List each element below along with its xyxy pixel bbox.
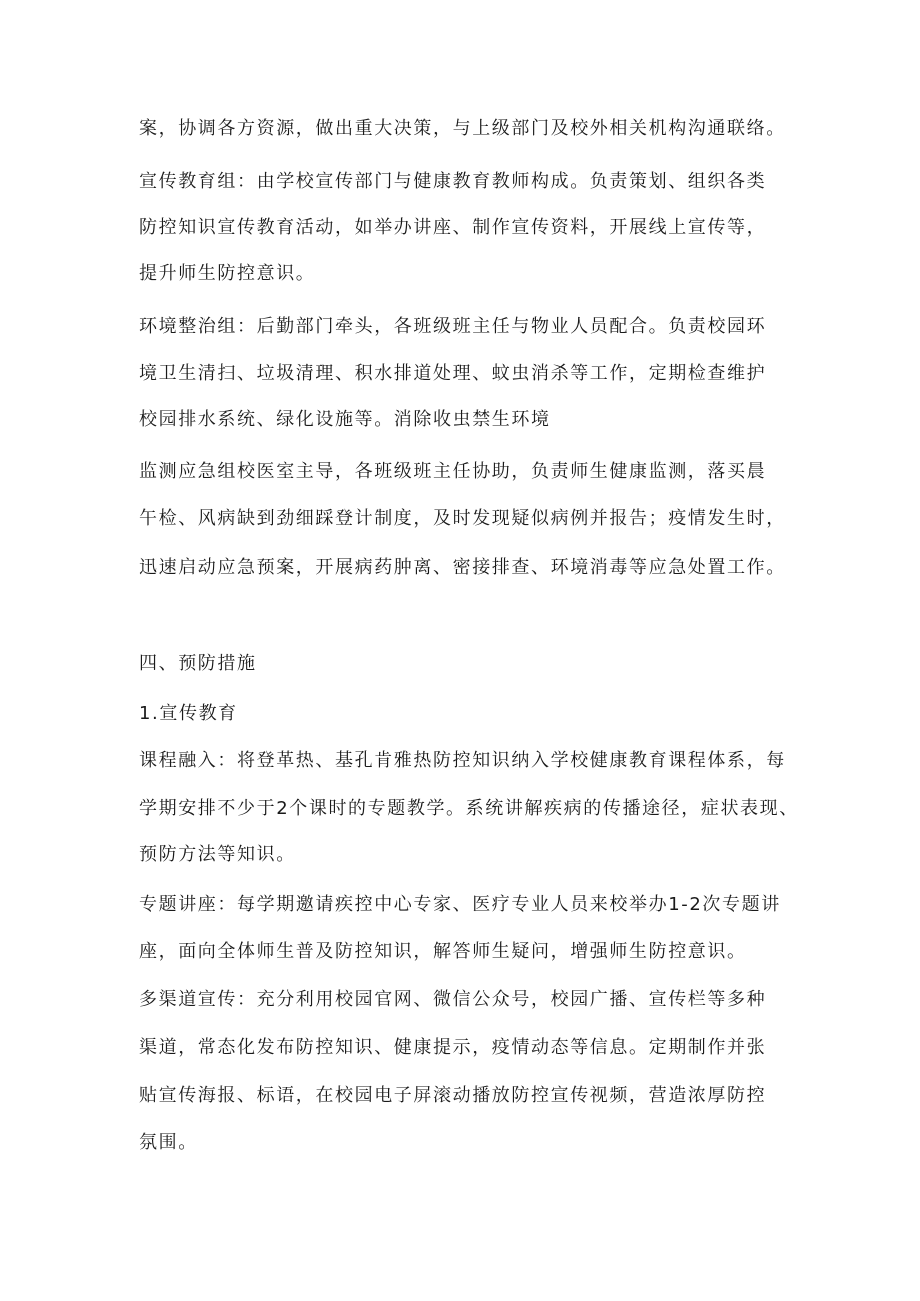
- paragraph-line: 多渠道宣传：充分利用校园官网、微信公众号，校园广播、宣传栏等多种: [139, 989, 767, 1010]
- paragraph-line: 案，协调各方资源，做出重大决策，与上级部门及校外相关机构沟通联络。: [139, 118, 786, 139]
- paragraph-line: 专题讲座：每学期邀请疾控中心专家、医疗专业人员来校举办1-2次专题讲: [139, 894, 781, 915]
- paragraph-line: 境卫生清扫、垃圾清理、积水排道处理、蚊虫消杀等工作，定期检查维护: [139, 363, 767, 384]
- paragraph-line: 监测应急组校医室主导，各班级班主任协助，负责师生健康监测，落买晨: [139, 461, 767, 482]
- section-heading: 四、预防措施: [139, 653, 257, 674]
- paragraph-line: 氛围。: [139, 1132, 198, 1153]
- paragraph-line: 贴宣传海报、标语，在校园电子屏滚动播放防控宣传视频，营造浓厚防控: [139, 1085, 767, 1106]
- subsection-heading: 1.宣传教育: [139, 703, 238, 724]
- paragraph-line: 迅速启动应急预案，开展病药肿离、密接排查、环境消毒等应急处置工作。: [139, 557, 786, 578]
- paragraph-line: 座，面向全体师生普及防控知识，解答师生疑问，增强师生防控意识。: [139, 941, 747, 962]
- paragraph-line: 校园排水系统、绿化设施等。消除收虫禁生环境: [139, 409, 551, 430]
- paragraph-line: 提升师生防控意识。: [139, 263, 316, 284]
- paragraph-line: 渠道，常态化发布防控知识、健康提示，疫情动态等信息。定期制作并张: [139, 1037, 767, 1058]
- paragraph-line: 宣传教育组：由学校宣传部门与健康教育教师构成。负责策划、组织各类: [139, 171, 767, 192]
- paragraph-line: 学期安排不少于2个课时的专题教学。系统讲解疾病的传播途径，症状表现、: [139, 798, 799, 819]
- paragraph-line: 防控知识宣传教育活动，如举办讲座、制作宣传资料，开展线上宣传等，: [139, 217, 767, 238]
- paragraph-line: 预防方法等知识。: [139, 844, 296, 865]
- paragraph-line: 午检、风病缺到劲细踩登计制度，及时发现疑似病例并报告；疫情发生时，: [139, 508, 786, 529]
- paragraph-line: 环境整治组：后勤部门牵头，各班级班主任与物业人员配合。负责校园环: [139, 316, 767, 337]
- paragraph-line: 课程融入：将登革热、基孔肯雅热防控知识纳入学校健康教育课程体系，每: [139, 750, 786, 771]
